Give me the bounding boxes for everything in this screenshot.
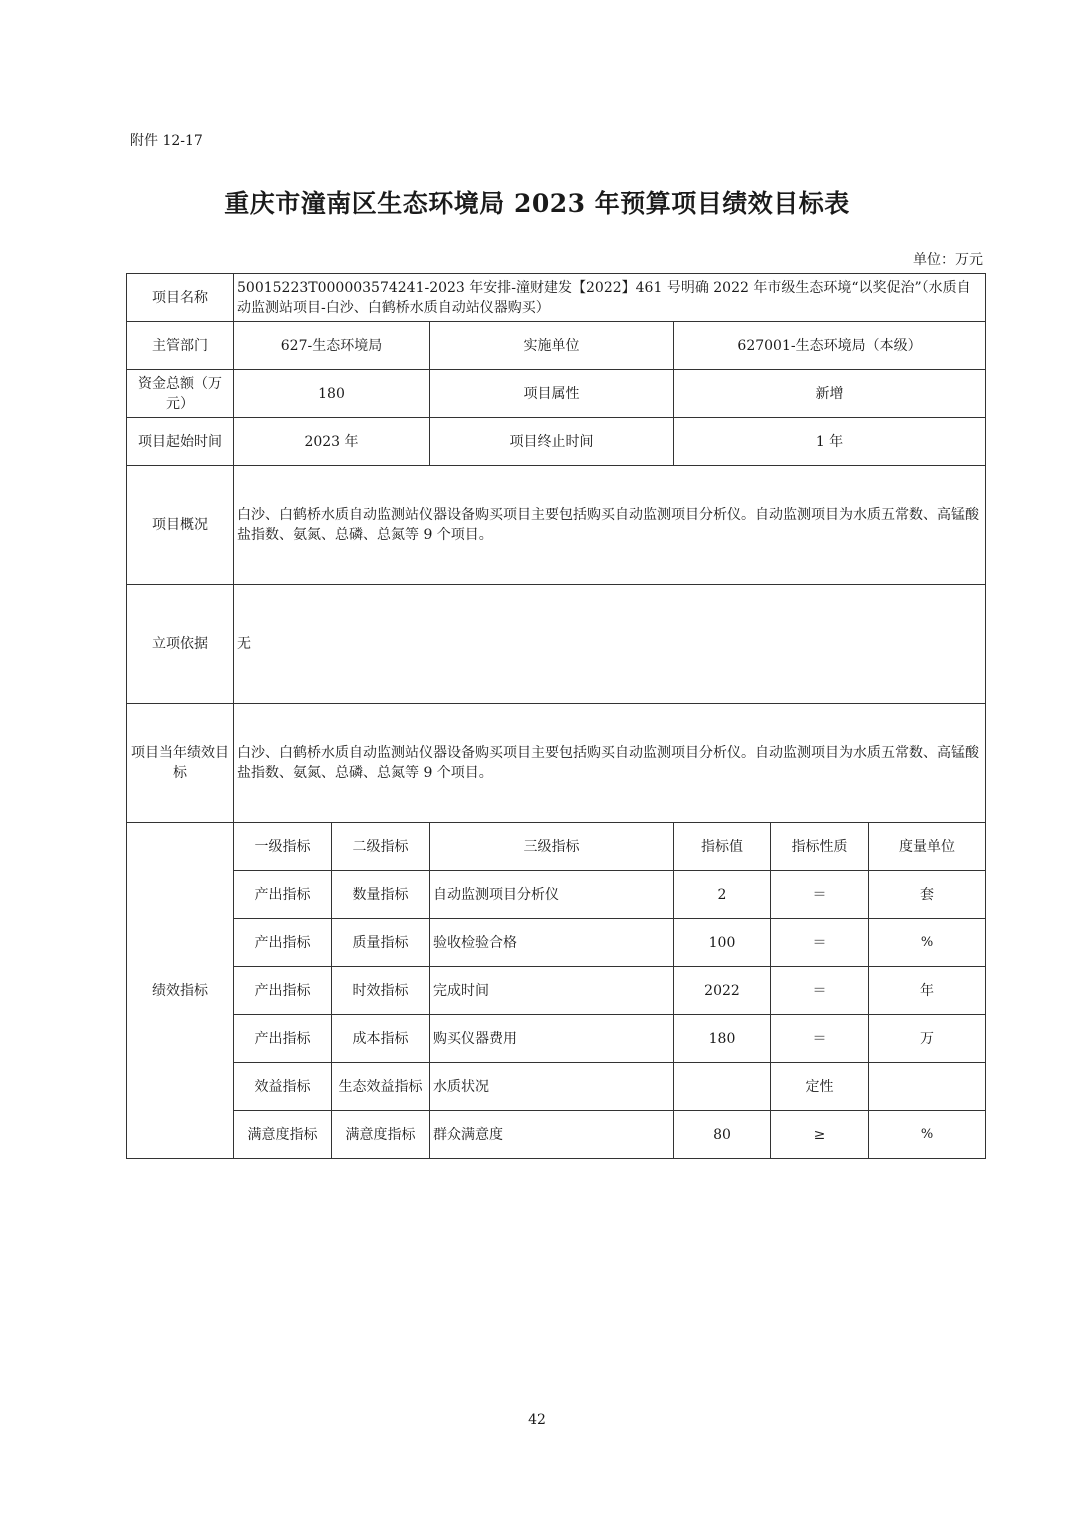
unit-cell: 万 bbox=[869, 1015, 986, 1063]
goal-row bbox=[127, 704, 986, 823]
perf-row bbox=[127, 1111, 986, 1159]
overview-label: 项目概况 bbox=[127, 466, 234, 585]
end-label: 项目终止时间 bbox=[430, 418, 674, 466]
impl-value: 627001-生态环境局（本级） bbox=[674, 322, 986, 370]
perf-row bbox=[127, 1063, 986, 1111]
fund-value: 180 bbox=[234, 370, 430, 418]
project-name-value: 50015223T000003574241-2023 年安排-潼财建发【2022】461 号明确 2022 年市级生态环境“以奖促治”（水质自动监测站项目-白沙、白鹤桥水质自动站仪器购买） bbox=[234, 274, 986, 322]
start-label: 项目起始时间 bbox=[127, 418, 234, 466]
perf-row bbox=[127, 871, 986, 919]
basis-row bbox=[127, 585, 986, 704]
level3-cell: 购买仪器费用 bbox=[430, 1015, 674, 1063]
perf-header-cell: 三级指标 bbox=[430, 823, 674, 871]
level3-cell: 验收检验合格 bbox=[430, 919, 674, 967]
start-value: 2023 年 bbox=[234, 418, 430, 466]
goal-label: 项目当年绩效目标 bbox=[127, 704, 234, 823]
perf-header-cell: 指标值 bbox=[674, 823, 771, 871]
time-row bbox=[127, 418, 986, 466]
basis-label: 立项依据 bbox=[127, 585, 234, 704]
perf-header-cell: 度量单位 bbox=[869, 823, 986, 871]
performance-target-table bbox=[126, 273, 986, 1159]
fund-label: 资金总额（万元） bbox=[127, 370, 234, 418]
basis-value: 无 bbox=[234, 585, 986, 704]
page-number: 42 bbox=[528, 1412, 546, 1428]
level1-cell: 产出指标 bbox=[234, 1015, 332, 1063]
level1-cell: 产出指标 bbox=[234, 919, 332, 967]
perf-label: 绩效指标 bbox=[127, 823, 234, 1159]
nature-cell: ＝ bbox=[771, 1015, 869, 1063]
value-cell: 2 bbox=[674, 871, 771, 919]
perf-header-cell: 指标性质 bbox=[771, 823, 869, 871]
level2-cell: 生态效益指标 bbox=[332, 1063, 430, 1111]
attr-label: 项目属性 bbox=[430, 370, 674, 418]
document-title: 重庆市潼南区生态环境局 2023 年预算项目绩效目标表 bbox=[224, 189, 850, 218]
fund-row bbox=[127, 370, 986, 418]
level2-cell: 满意度指标 bbox=[332, 1111, 430, 1159]
level1-cell: 效益指标 bbox=[234, 1063, 332, 1111]
nature-cell: ＝ bbox=[771, 919, 869, 967]
goal-value: 白沙、白鹤桥水质自动监测站仪器设备购买项目主要包括购买自动监测项目分析仪。自动监测项目为水质五常数、高锰酸盐指数、氨氮、总磷、总氮等 9 个项目。 bbox=[234, 704, 986, 823]
nature-cell: ＝ bbox=[771, 967, 869, 1015]
perf-header-cell: 二级指标 bbox=[332, 823, 430, 871]
level2-cell: 成本指标 bbox=[332, 1015, 430, 1063]
perf-row bbox=[127, 967, 986, 1015]
unit-cell: % bbox=[869, 919, 986, 967]
nature-cell: 定性 bbox=[771, 1063, 869, 1111]
dept-value: 627-生态环境局 bbox=[234, 322, 430, 370]
perf-header-cell: 一级指标 bbox=[234, 823, 332, 871]
perf-header-row bbox=[127, 823, 986, 871]
department-row bbox=[127, 322, 986, 370]
unit-cell: % bbox=[869, 1111, 986, 1159]
unit-label: 单位：万元 bbox=[913, 252, 983, 268]
level3-cell: 完成时间 bbox=[430, 967, 674, 1015]
attachment-number: 附件 12-17 bbox=[130, 133, 203, 149]
project-name-row bbox=[127, 274, 986, 322]
level2-cell: 数量指标 bbox=[332, 871, 430, 919]
level3-cell: 自动监测项目分析仪 bbox=[430, 871, 674, 919]
unit-cell: 年 bbox=[869, 967, 986, 1015]
impl-label: 实施单位 bbox=[430, 322, 674, 370]
end-value: 1 年 bbox=[674, 418, 986, 466]
unit-cell: 套 bbox=[869, 871, 986, 919]
value-cell: 180 bbox=[674, 1015, 771, 1063]
level3-cell: 群众满意度 bbox=[430, 1111, 674, 1159]
value-cell: 100 bbox=[674, 919, 771, 967]
project-name-label: 项目名称 bbox=[127, 274, 234, 322]
overview-value: 白沙、白鹤桥水质自动监测站仪器设备购买项目主要包括购买自动监测项目分析仪。自动监测项目为水质五常数、高锰酸盐指数、氨氮、总磷、总氮等 9 个项目。 bbox=[234, 466, 986, 585]
value-cell: 80 bbox=[674, 1111, 771, 1159]
level1-cell: 满意度指标 bbox=[234, 1111, 332, 1159]
perf-row bbox=[127, 1015, 986, 1063]
attr-value: 新增 bbox=[674, 370, 986, 418]
level1-cell: 产出指标 bbox=[234, 967, 332, 1015]
level2-cell: 质量指标 bbox=[332, 919, 430, 967]
dept-label: 主管部门 bbox=[127, 322, 234, 370]
perf-row bbox=[127, 919, 986, 967]
unit-cell bbox=[869, 1063, 986, 1111]
value-cell: 2022 bbox=[674, 967, 771, 1015]
nature-cell: ≥ bbox=[771, 1111, 869, 1159]
nature-cell: ＝ bbox=[771, 871, 869, 919]
level1-cell: 产出指标 bbox=[234, 871, 332, 919]
overview-row bbox=[127, 466, 986, 585]
level2-cell: 时效指标 bbox=[332, 967, 430, 1015]
value-cell bbox=[674, 1063, 771, 1111]
level3-cell: 水质状况 bbox=[430, 1063, 674, 1111]
